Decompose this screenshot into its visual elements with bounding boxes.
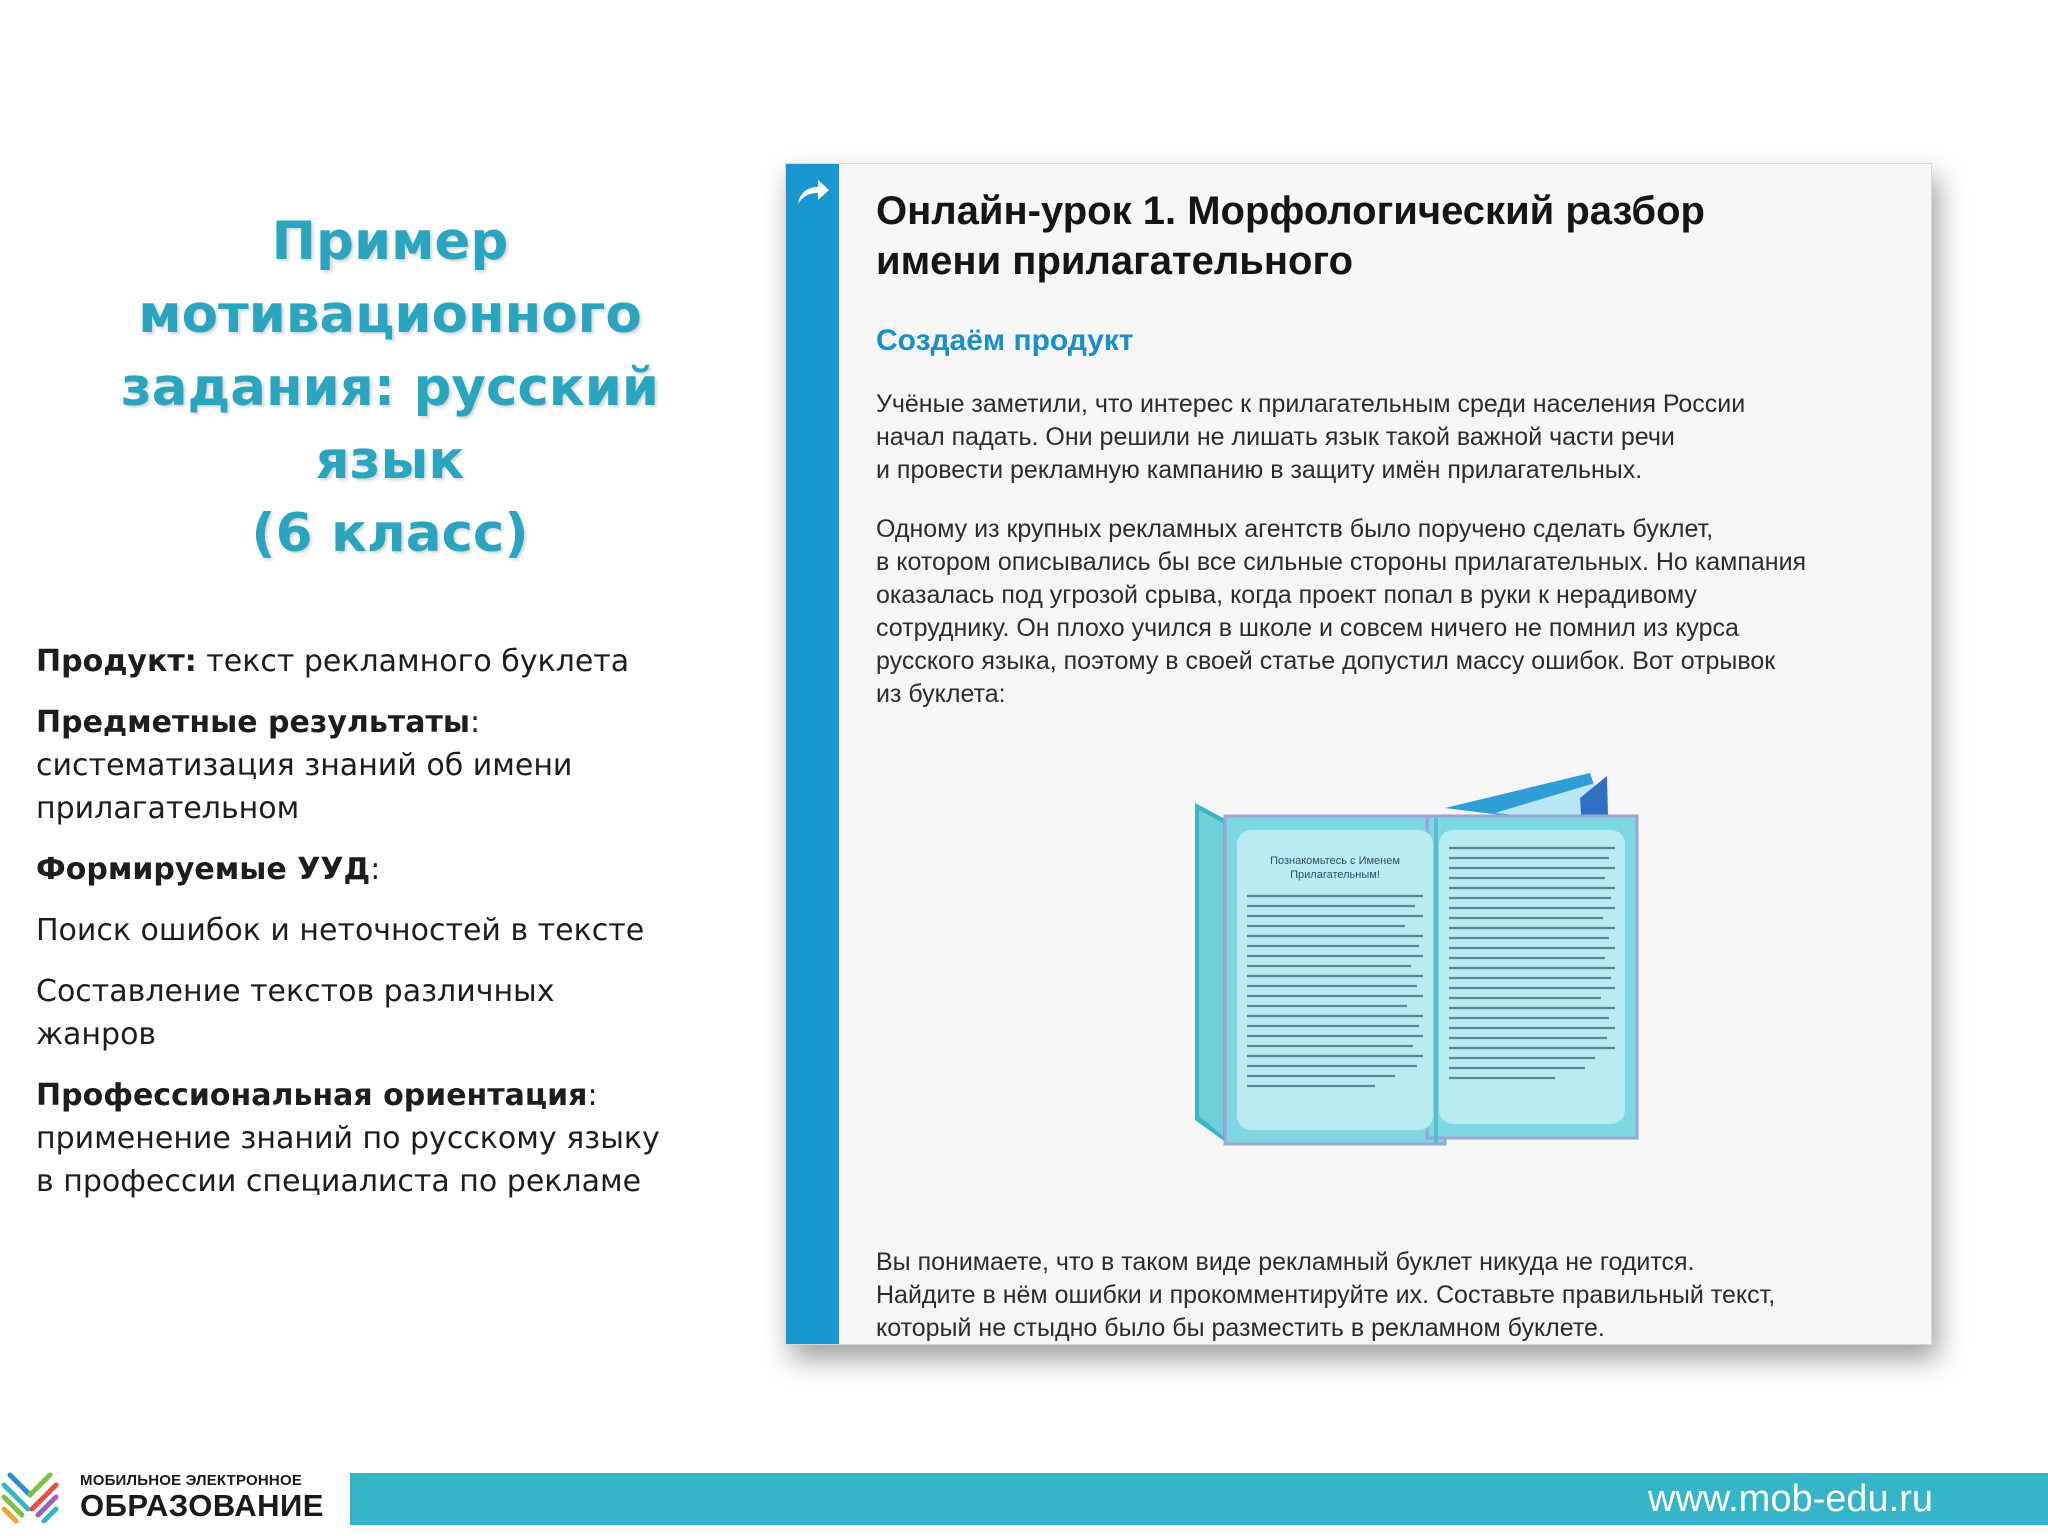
text-line: Вы понимаете, что в таком виде рекламный буклет никуда не годится.: [876, 1248, 1695, 1276]
card-side-strip: [786, 164, 839, 1344]
brand-title: ОБРАЗОВАНИЕ: [80, 1488, 324, 1523]
text-line: в котором описывались бы все сильные стороны прилагательных. Но кампания: [876, 548, 1807, 576]
text-line: Найдите в нём ошибки и прокомментируйте их. Составьте правильный текст,: [876, 1281, 1776, 1309]
brand-subtitle: МОБИЛЬНОЕ ЭЛЕКТРОННОЕ: [80, 1472, 303, 1489]
subject-results-value: систематизация знаний об имени прилагательном: [36, 748, 573, 826]
lesson-subtitle: Создаём продукт: [876, 324, 1134, 357]
footer-brand: [80, 1473, 324, 1521]
lesson-info: [36, 640, 676, 1221]
intro-paragraph: [876, 388, 1906, 487]
footer-bar: [350, 1473, 2048, 1525]
slide-title-line: (6 класс): [251, 503, 529, 564]
uud-row: Формируемые УУД:: [36, 852, 381, 887]
text-line: начал падать. Они решили не лишать язык такой важной части речи: [876, 423, 1675, 451]
product-row: [36, 640, 676, 683]
slide-title: [90, 205, 690, 570]
lesson-card: [785, 163, 1932, 1345]
lesson-title-line: Онлайн-урок 1. Морфологический разбор: [876, 189, 1705, 233]
text-line: Учёные заметили, что интерес к прилагательным среди населения России: [876, 390, 1746, 418]
career-row: Профессиональная ориентация: применение знаний по русскому языку в профессии специалиста по рекламе: [36, 1078, 660, 1199]
task-paragraph: [876, 1246, 1906, 1345]
text-line: русского языка, поэтому в своей статье допустил массу ошибок. Вот отрывок: [876, 647, 1776, 675]
uud-item: Составление текстов различных жанров: [36, 974, 555, 1052]
text-line: сотруднику. Он плохо учился в школе и совсем ничего не помнил из курса: [876, 614, 1739, 642]
text-line: и провести рекламную кампанию в защиту имён прилагательных.: [876, 456, 1643, 484]
story-paragraph: [876, 513, 1906, 711]
text-line: который не стыдно было бы разместить в рекламном буклете.: [876, 1314, 1605, 1342]
product-value: текст рекламного буклета: [206, 644, 630, 679]
subject-results-label: Предметные результаты: [36, 705, 470, 740]
share-arrow-icon[interactable]: [794, 174, 832, 212]
booklet-illustration: [1195, 768, 1650, 1158]
slide-title-line: язык: [315, 430, 465, 491]
lesson-title: [876, 186, 1906, 286]
career-value: применение знаний по русскому языку в профессии специалиста по рекламе: [36, 1121, 660, 1199]
mob-edu-logo-icon: [0, 1455, 60, 1530]
svg-text:Прилагательным!: Прилагательным!: [1290, 869, 1380, 881]
slide-title-line: Пример: [271, 211, 509, 272]
career-label: Профессиональная ориентация: [36, 1078, 588, 1113]
text-line: Одному из крупных рекламных агентств было поручено сделать буклет,: [876, 515, 1714, 543]
website-link[interactable]: www.mob-edu.ru: [1647, 1478, 1933, 1520]
slide-title-line: задания: русский: [120, 357, 660, 418]
uud-label: Формируемые УУД: [36, 852, 371, 887]
text-line: оказалась под угрозой срыва, когда проект попал в руки к нерадивому: [876, 581, 1697, 609]
slide-title-line: мотивационного: [138, 284, 642, 345]
uud-item: Поиск ошибок и неточностей в тексте: [36, 913, 645, 948]
product-label: Продукт:: [36, 644, 197, 679]
subject-results-row: Предметные результаты: систематизация знаний об имени прилагательном: [36, 705, 573, 826]
text-line: из буклета:: [876, 680, 1006, 708]
svg-text:Познакомьтесь с Именем: Познакомьтесь с Именем: [1270, 855, 1400, 867]
lesson-title-line: имени прилагательного: [876, 239, 1354, 283]
